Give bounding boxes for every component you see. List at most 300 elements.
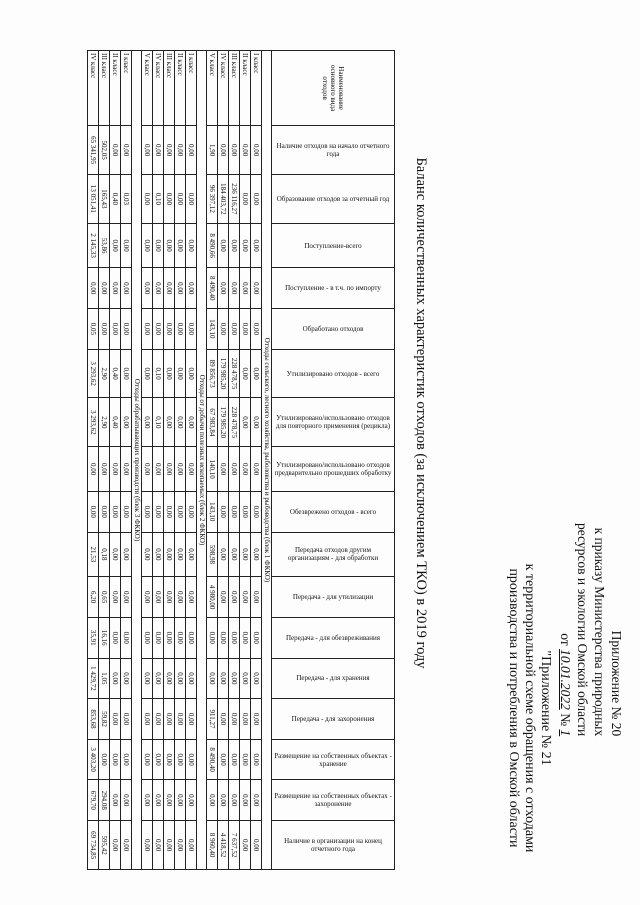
value-cell: 0,00 <box>110 532 121 577</box>
value-cell: 6,20 <box>88 577 99 618</box>
value-cell: 0,00 <box>240 349 251 398</box>
value-cell: 0,00 <box>186 398 197 447</box>
value-cell: 0,00 <box>164 821 175 870</box>
value-cell: 65 341,95 <box>88 126 99 175</box>
from-label: от <box>558 633 573 646</box>
appendix-21-line1: "Приложение № 21 <box>538 650 553 766</box>
value-cell: 0,00 <box>240 174 251 223</box>
value-cell: 0,00 <box>240 658 251 699</box>
column-header-label: Поступление-всего <box>304 241 362 250</box>
value-cell: 0,00 <box>229 223 240 268</box>
value-cell: 0,00 <box>251 126 262 175</box>
value-cell: 0,00 <box>110 491 121 532</box>
value-cell: 0,00 <box>251 617 262 658</box>
value-cell: 0,00 <box>186 309 197 350</box>
value-cell: 0,00 <box>175 532 186 577</box>
value-cell: 0,00 <box>240 780 251 821</box>
column-header <box>272 491 395 532</box>
hazard-class-cell: III класс <box>164 51 175 126</box>
value-cell: 0,00 <box>175 617 186 658</box>
value-cell: 0,00 <box>251 223 262 268</box>
value-cell: 8 960,40 <box>207 821 218 870</box>
group-header-row <box>197 51 207 870</box>
value-cell: 35,91 <box>88 617 99 658</box>
appendix-20-date-line <box>557 523 574 736</box>
value-cell: 1,90 <box>207 126 218 175</box>
value-cell: 0,00 <box>110 821 121 870</box>
column-header-label: Обработано отходов <box>302 324 364 333</box>
value-cell: 0,00 <box>164 174 175 223</box>
value-cell: 8 490,40 <box>207 739 218 780</box>
value-cell: 0,00 <box>186 532 197 577</box>
value-cell: 0,00 <box>240 617 251 658</box>
value-cell: 0,00 <box>240 699 251 740</box>
table-row <box>142 51 153 870</box>
appendix-20-line1: Приложение № 20 <box>609 630 624 737</box>
group-title: Отходы сельского, лесного хозяйства, рыболовства и рыбоводства (блок 1 ФККО) <box>262 51 272 870</box>
value-cell: 0,00 <box>186 491 197 532</box>
value-cell: 0,00 <box>218 447 229 492</box>
column-header-label: Передача - для хранения <box>296 674 370 683</box>
value-cell: 96 397,12 <box>207 174 218 223</box>
value-cell: 0,00 <box>153 309 164 350</box>
value-cell: 0,00 <box>186 821 197 870</box>
value-cell: 0,00 <box>186 126 197 175</box>
value-cell: 0,00 <box>88 491 99 532</box>
value-cell: 0,00 <box>186 447 197 492</box>
value-cell: 236 116,27 <box>229 174 240 223</box>
value-cell: 0,00 <box>240 491 251 532</box>
value-cell: 140,10 <box>207 447 218 492</box>
value-cell: 0,00 <box>121 739 132 780</box>
value-cell: 911,27 <box>207 699 218 740</box>
value-cell: 0,00 <box>229 491 240 532</box>
column-header-label: Поступление - в т.ч. по импорту <box>285 284 381 293</box>
value-cell: 0,00 <box>207 658 218 699</box>
value-cell: 0,00 <box>218 577 229 618</box>
value-cell: 3 293,62 <box>88 398 99 447</box>
appendix-21-line2: к территориальной схеме обращения с отходами <box>522 563 537 853</box>
value-cell: 0,00 <box>164 780 175 821</box>
value-cell: 184 403,72 <box>218 174 229 223</box>
column-header-label: Размещение на собственных объектах - захоронение <box>274 792 392 809</box>
column-header <box>272 577 395 618</box>
value-cell: 0,00 <box>164 309 175 350</box>
value-cell: 0,00 <box>142 268 153 309</box>
appendix-20-line2: к приказу Министерства природных <box>592 527 607 737</box>
column-header <box>272 699 395 740</box>
value-cell: 0,00 <box>110 447 121 492</box>
value-cell: 0,00 <box>121 268 132 309</box>
group-title: Отходы обрабатывающих производств (блок 3 ФККО) <box>132 51 142 870</box>
value-cell: 69 734,85 <box>88 821 99 870</box>
balance-table <box>87 50 395 870</box>
value-cell: 0,00 <box>153 699 164 740</box>
value-cell: 0,00 <box>142 577 153 618</box>
value-cell: 0,00 <box>164 447 175 492</box>
value-cell: 0,10 <box>153 349 164 398</box>
value-cell: 3 403,20 <box>88 739 99 780</box>
value-cell: 0,18 <box>99 532 110 577</box>
value-cell: 0,00 <box>110 658 121 699</box>
value-cell: 0,00 <box>175 126 186 175</box>
hazard-class-cell: V класс <box>207 51 218 126</box>
value-cell: 0,00 <box>153 532 164 577</box>
value-cell: 0,00 <box>229 577 240 618</box>
value-cell: 0,00 <box>121 447 132 492</box>
value-cell: 0,00 <box>142 821 153 870</box>
column-header <box>272 821 395 870</box>
value-cell: 0,00 <box>175 223 186 268</box>
value-cell: 0,00 <box>218 268 229 309</box>
value-cell: 0,00 <box>175 699 186 740</box>
value-cell: 0,00 <box>218 491 229 532</box>
value-cell: 53,86 <box>99 223 110 268</box>
value-cell: 0,00 <box>218 309 229 350</box>
value-cell: 0,65 <box>99 577 110 618</box>
value-cell: 0,00 <box>142 447 153 492</box>
value-cell: 0,00 <box>251 174 262 223</box>
value-cell: 0,40 <box>110 174 121 223</box>
value-cell: 0,00 <box>164 491 175 532</box>
value-cell: 598,98 <box>207 532 218 577</box>
value-cell: 595,42 <box>99 821 110 870</box>
column-header-label: Образование отходов за отчетный год <box>276 194 390 203</box>
value-cell: 0,00 <box>142 658 153 699</box>
value-cell: 0,00 <box>175 174 186 223</box>
value-cell: 0,00 <box>153 491 164 532</box>
value-cell: 502,05 <box>99 126 110 175</box>
value-cell: 0,00 <box>99 309 110 350</box>
value-cell: 0,00 <box>229 699 240 740</box>
table-row <box>207 51 218 870</box>
value-cell: 0,00 <box>110 617 121 658</box>
value-cell: 0,00 <box>175 739 186 780</box>
column-header-label: Утилизировано отходов - всего <box>286 369 380 378</box>
value-cell: 0,00 <box>251 309 262 350</box>
column-header <box>272 309 395 350</box>
value-cell: 0,00 <box>164 268 175 309</box>
value-cell: 0,00 <box>229 658 240 699</box>
value-cell: 0,00 <box>175 577 186 618</box>
value-cell: 0,10 <box>153 398 164 447</box>
value-cell: 0,00 <box>186 699 197 740</box>
value-cell: 0,00 <box>164 658 175 699</box>
value-cell: 0,00 <box>251 577 262 618</box>
value-cell: 0,00 <box>240 309 251 350</box>
value-cell: 0,00 <box>251 821 262 870</box>
column-header <box>272 268 395 309</box>
value-cell: 59,82 <box>99 699 110 740</box>
value-cell: 0,00 <box>110 268 121 309</box>
value-cell: 0,00 <box>175 398 186 447</box>
column-header-label: Передача - для захоронения <box>291 715 375 724</box>
value-cell: 143,10 <box>207 309 218 350</box>
value-cell: 13 051,41 <box>88 174 99 223</box>
value-cell: 0,00 <box>121 617 132 658</box>
value-cell: 0,00 <box>164 532 175 577</box>
value-cell: 21,53 <box>88 532 99 577</box>
value-cell: 0,00 <box>121 223 132 268</box>
value-cell: 0,00 <box>164 699 175 740</box>
value-cell: 0,00 <box>218 617 229 658</box>
column-header-label: Наличие в организации на конец отчетного года <box>284 837 382 854</box>
value-cell: 0,00 <box>99 447 110 492</box>
hazard-class-cell: V класс <box>142 51 153 126</box>
value-cell: 0,00 <box>186 223 197 268</box>
table-row <box>110 51 121 870</box>
value-cell: 0,05 <box>88 309 99 350</box>
column-header <box>272 532 395 577</box>
value-cell: 0,00 <box>142 398 153 447</box>
value-cell: 0,00 <box>240 577 251 618</box>
value-cell: 0,00 <box>164 349 175 398</box>
value-cell: 0,00 <box>142 126 153 175</box>
value-cell: 0,00 <box>175 447 186 492</box>
value-cell: 1,05 <box>99 658 110 699</box>
value-cell: 0,00 <box>240 223 251 268</box>
value-cell: 0,00 <box>121 126 132 175</box>
hazard-class-cell: III класс <box>229 51 240 126</box>
hazard-class-cell: II класс <box>175 51 186 126</box>
appendix-20-line3: ресурсов и экологии Омской области <box>575 523 590 737</box>
column-header-label: Передача отходов другим организациям - для обработки <box>287 546 379 563</box>
value-cell: 8 490,66 <box>207 223 218 268</box>
value-cell: 0,00 <box>240 268 251 309</box>
column-header <box>272 349 395 398</box>
value-cell: 4 980,00 <box>207 577 218 618</box>
value-cell: 0,40 <box>110 349 121 398</box>
column-header <box>272 447 395 492</box>
value-cell: 679,70 <box>88 780 99 821</box>
value-cell: 0,00 <box>110 126 121 175</box>
hazard-class-cell: I класс <box>121 51 132 126</box>
hazard-class-cell: I класс <box>251 51 262 126</box>
value-cell: 0,00 <box>164 577 175 618</box>
value-cell: 0,00 <box>88 268 99 309</box>
value-cell: 67 983,84 <box>207 398 218 447</box>
value-cell: 0,00 <box>110 699 121 740</box>
column-header-label: Утилизировано/использовано отходов предварительно прошедших обработку <box>274 461 392 478</box>
value-cell: 0,00 <box>110 780 121 821</box>
value-cell: 0,00 <box>121 491 132 532</box>
column-header <box>272 617 395 658</box>
value-cell: 0,00 <box>175 491 186 532</box>
value-cell: 143,10 <box>207 491 218 532</box>
column-header <box>272 658 395 699</box>
value-cell: 0,00 <box>153 577 164 618</box>
value-cell: 0,00 <box>251 447 262 492</box>
value-cell: 0,00 <box>251 532 262 577</box>
column-header-label: Размещение на собственных объектах - хранение <box>274 751 392 768</box>
rotated-content <box>35 18 635 898</box>
value-cell: 0,00 <box>110 223 121 268</box>
value-cell: 0,00 <box>153 268 164 309</box>
value-cell: 0,00 <box>218 532 229 577</box>
value-cell: 0,00 <box>142 309 153 350</box>
value-cell: 0,00 <box>218 739 229 780</box>
value-cell: 0,00 <box>218 699 229 740</box>
column-header-label: Наименование основного вида отходов <box>321 64 345 112</box>
value-cell: 2 145,33 <box>88 223 99 268</box>
column-header-label: Передача - для обезвреживания <box>285 633 380 642</box>
value-cell: 0,00 <box>186 174 197 223</box>
value-cell: 0,00 <box>251 268 262 309</box>
value-cell: 228 478,75 <box>229 398 240 447</box>
value-cell: 0,00 <box>186 577 197 618</box>
value-cell: 4 418,52 <box>218 821 229 870</box>
value-cell: 0,00 <box>175 658 186 699</box>
value-cell: 179 985,20 <box>218 349 229 398</box>
column-header-label: Передача - для утилизации <box>292 593 374 602</box>
value-cell: 0,00 <box>240 532 251 577</box>
value-cell: 0,00 <box>186 780 197 821</box>
value-cell: 0,00 <box>142 699 153 740</box>
value-cell: 0,00 <box>186 349 197 398</box>
hazard-class-cell: II класс <box>240 51 251 126</box>
value-cell: 0,00 <box>88 447 99 492</box>
value-cell: 165,43 <box>99 174 110 223</box>
table-row <box>164 51 175 870</box>
value-cell: 0,00 <box>251 699 262 740</box>
table-row <box>251 51 262 870</box>
value-cell: 0,00 <box>142 349 153 398</box>
value-cell: 853,68 <box>88 699 99 740</box>
handwritten-date: 10.01.2022 <box>558 649 573 710</box>
value-cell: 0,00 <box>207 780 218 821</box>
value-cell: 0,00 <box>218 223 229 268</box>
appendix-21-block <box>505 528 553 888</box>
header-row <box>272 51 395 870</box>
table-row <box>88 51 99 870</box>
value-cell: 0,00 <box>121 309 132 350</box>
column-header <box>272 739 395 780</box>
group-header-row <box>262 51 272 870</box>
value-cell: 0,00 <box>110 739 121 780</box>
value-cell: 89 856,73 <box>207 349 218 398</box>
hazard-class-cell: II класс <box>110 51 121 126</box>
table-body <box>88 51 272 870</box>
value-cell: 0,00 <box>142 617 153 658</box>
column-header <box>272 223 395 268</box>
hazard-class-cell: IV класс <box>88 51 99 126</box>
value-cell: 0,00 <box>142 491 153 532</box>
value-cell: 0,00 <box>251 349 262 398</box>
value-cell: 7 637,52 <box>229 821 240 870</box>
value-cell: 0,00 <box>218 780 229 821</box>
value-cell: 0,00 <box>218 126 229 175</box>
value-cell: 0,00 <box>110 577 121 618</box>
table-row <box>229 51 240 870</box>
value-cell: 0,00 <box>164 126 175 175</box>
value-cell: 0,00 <box>229 532 240 577</box>
value-cell: 0,00 <box>121 658 132 699</box>
value-cell: 0,00 <box>153 447 164 492</box>
value-cell: 294,08 <box>99 780 110 821</box>
value-cell: 0,00 <box>229 780 240 821</box>
value-cell: 0,00 <box>164 739 175 780</box>
value-cell: 0,00 <box>251 658 262 699</box>
value-cell: 0,00 <box>251 398 262 447</box>
value-cell: 0,00 <box>229 309 240 350</box>
value-cell: 0,00 <box>153 821 164 870</box>
value-cell: 2,90 <box>99 398 110 447</box>
table-row <box>218 51 229 870</box>
hazard-class-cell: III класс <box>99 51 110 126</box>
table-row <box>186 51 197 870</box>
value-cell: 0,00 <box>121 780 132 821</box>
value-cell: 0,00 <box>240 821 251 870</box>
column-header-label: Утилизировано/использовано отходов для повторного применения (рецикла) <box>275 414 391 431</box>
value-cell: 0,00 <box>121 699 132 740</box>
column-header-name <box>272 51 395 126</box>
value-cell: 0,00 <box>153 780 164 821</box>
table-row <box>99 51 110 870</box>
value-cell: 8 490,40 <box>207 268 218 309</box>
value-cell: 0,00 <box>121 821 132 870</box>
value-cell: 0,00 <box>142 223 153 268</box>
table-row <box>153 51 164 870</box>
value-cell: 0,00 <box>121 349 132 398</box>
value-cell: 0,00 <box>229 447 240 492</box>
value-cell: 0,00 <box>121 532 132 577</box>
column-header <box>272 126 395 175</box>
table-row <box>121 51 132 870</box>
value-cell: 0,00 <box>175 780 186 821</box>
value-cell: 1 429,72 <box>88 658 99 699</box>
value-cell: 0,00 <box>175 349 186 398</box>
value-cell: 0,03 <box>121 174 132 223</box>
column-header-label: Наличие отходов на начало отчетного года <box>276 142 390 159</box>
value-cell: 179 985,20 <box>218 398 229 447</box>
value-cell: 0,00 <box>153 126 164 175</box>
value-cell: 0,40 <box>110 398 121 447</box>
value-cell: 0,00 <box>153 617 164 658</box>
handwritten-number: 1 <box>558 729 573 737</box>
value-cell: 0,00 <box>207 617 218 658</box>
value-cell: 0,00 <box>153 658 164 699</box>
value-cell: 0,00 <box>142 174 153 223</box>
value-cell: 0,00 <box>229 268 240 309</box>
value-cell: 0,00 <box>186 739 197 780</box>
value-cell: 0,00 <box>99 268 110 309</box>
value-cell: 0,00 <box>164 617 175 658</box>
value-cell: 0,00 <box>229 617 240 658</box>
value-cell: 0,00 <box>99 491 110 532</box>
hazard-class-cell: IV класс <box>218 51 229 126</box>
value-cell: 0,00 <box>186 268 197 309</box>
value-cell: 0,00 <box>164 398 175 447</box>
value-cell: 0,00 <box>218 658 229 699</box>
value-cell: 0,00 <box>142 780 153 821</box>
value-cell: 0,00 <box>175 309 186 350</box>
value-cell: 0,00 <box>240 126 251 175</box>
value-cell: 0,00 <box>142 739 153 780</box>
value-cell: 0,00 <box>164 223 175 268</box>
value-cell: 0,00 <box>229 126 240 175</box>
hazard-class-cell: I класс <box>186 51 197 126</box>
value-cell: 0,00 <box>186 658 197 699</box>
appendix-20-block <box>557 523 625 736</box>
column-header <box>272 398 395 447</box>
value-cell: 0,00 <box>153 223 164 268</box>
value-cell: 0,10 <box>153 174 164 223</box>
value-cell: 3 293,62 <box>88 349 99 398</box>
value-cell: 16,16 <box>99 617 110 658</box>
value-cell: 0,00 <box>186 617 197 658</box>
value-cell: 0,00 <box>251 780 262 821</box>
appendix-21-line3: производства и потребления в Омской области <box>506 568 521 848</box>
